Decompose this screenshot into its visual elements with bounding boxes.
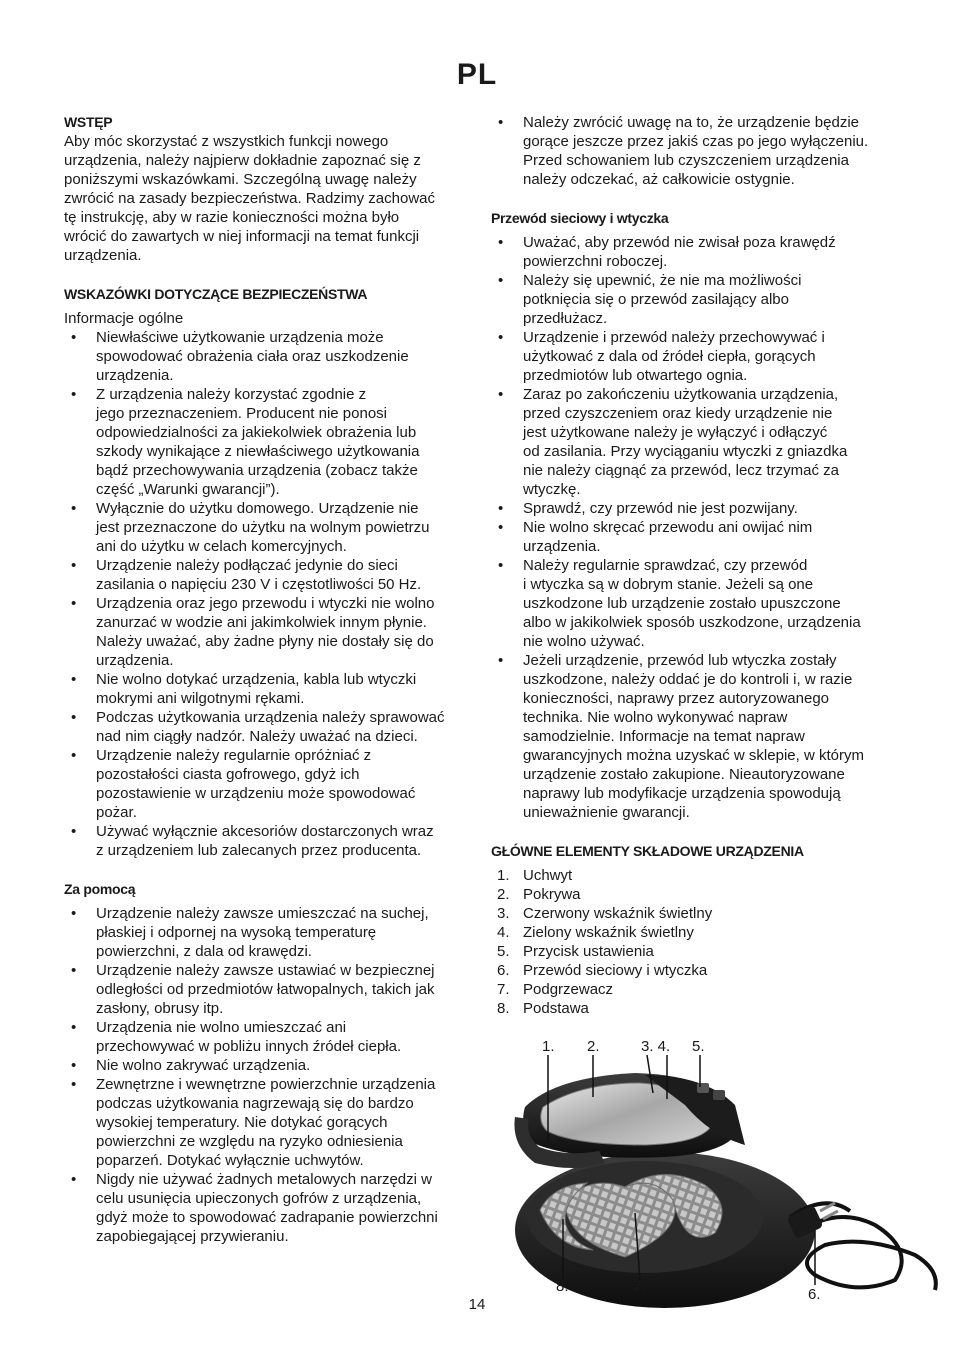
cord-heading: Przewód sieciowy i wtyczka xyxy=(491,210,669,226)
callout-2: 2. xyxy=(587,1038,600,1055)
part-label: Zielony wskaźnik świetlny xyxy=(523,924,694,941)
list-item-line: przechowywać w pobliżu innych źródeł ciepła. xyxy=(96,1038,402,1055)
list-item xyxy=(64,1018,474,1056)
list-item-line: • Wyłącznie do użytku domowego. Urządzenie nie xyxy=(96,500,419,517)
list-item-line: • Nie wolno zakrywać urządzenia. xyxy=(96,1057,311,1074)
list-item-line: • Należy się upewnić, że nie ma możliwości xyxy=(523,272,802,289)
list-item-line: samodzielnie. Informacje na temat napraw xyxy=(523,728,805,745)
part-item xyxy=(491,999,896,1018)
general-safety-list xyxy=(64,328,474,860)
list-item xyxy=(491,499,896,518)
list-item-line: część „Warunki gwarancji”). xyxy=(96,481,280,498)
list-item-line: mokrymi ani wilgotnymi rękami. xyxy=(96,690,305,707)
part-label: Przewód sieciowy i wtyczka xyxy=(523,962,708,979)
list-item-line: • Niewłaściwe użytkowanie urządzenia może xyxy=(96,329,384,346)
list-item xyxy=(491,271,896,328)
safety-heading: WSKAZÓWKI DOTYCZĄCE BEZPIECZEŃSTWA xyxy=(64,286,368,302)
list-item-line: przedłużacz. xyxy=(523,310,608,327)
list-item xyxy=(64,1170,474,1246)
parts-list xyxy=(491,866,896,1018)
list-item-line: nie wolno używać. xyxy=(523,633,645,650)
part-item xyxy=(491,980,896,999)
part-label: Pokrywa xyxy=(523,886,581,903)
list-item-line: • Urządzenie należy zawsze umieszczać na suchej, xyxy=(96,905,429,922)
callout-1: 1. xyxy=(542,1038,555,1055)
part-number: 6. xyxy=(497,962,510,979)
list-item xyxy=(64,328,474,385)
list-item xyxy=(64,1075,474,1170)
text-line: Aby móc skorzystać z wszystkich funkcji nowego xyxy=(64,133,389,150)
intro-heading: WSTĘP xyxy=(64,114,113,130)
list-item-line: odległości od przedmiotów łatwopalnych, takich jak xyxy=(96,981,435,998)
list-item-line: jego przeznaczeniem. Producent nie ponosi xyxy=(96,405,388,422)
help-heading: Za pomocą xyxy=(64,881,136,897)
list-item-line: uszkodzone lub urządzenie zostało upuszczone xyxy=(523,595,841,612)
list-item-line: powierzchni roboczej. xyxy=(523,253,668,270)
part-item xyxy=(491,866,896,885)
text-line: urządzenia, należy najpierw dokładnie zapoznać się z xyxy=(64,152,421,169)
list-item-line: od zasilania. Przy wyciąganiu wtyczki z gniazdka xyxy=(523,443,848,460)
right-column xyxy=(491,113,896,1018)
list-item-line: • Zaraz po zakończeniu użytkowania urządzenia, xyxy=(523,386,839,403)
list-item-line: gwarancyjnych można uzyskać w sklepie, w którym xyxy=(523,747,864,764)
part-number: 8. xyxy=(497,1000,510,1017)
list-item xyxy=(64,708,474,746)
language-header: PL xyxy=(456,58,498,91)
list-item xyxy=(491,113,896,189)
parts-heading: GŁÓWNE ELEMENTY SKŁADOWE URZĄDZENIA xyxy=(491,843,804,859)
list-item-line: powierzchni ze względu na ryzyko odniesienia xyxy=(96,1133,403,1150)
list-item-line: naprawy lub modyfikacje urządzenia spowodują xyxy=(523,785,841,802)
list-item xyxy=(64,961,474,1018)
list-item-line: Przed schowaniem lub czyszczeniem urządzenia xyxy=(523,152,849,169)
general-info-label: Informacje ogólne xyxy=(64,310,184,327)
intro-paragraph xyxy=(64,132,474,265)
list-item-line: urządzenia. xyxy=(523,538,601,555)
list-item-line: • Urządzenie i przewód należy przechowywać i xyxy=(523,329,825,346)
text-line: tę instrukcję, aby w razie konieczności można było xyxy=(64,209,400,226)
list-item-line: • Jeżeli urządzenie, przewód lub wtyczka zostały xyxy=(523,652,837,669)
help-list xyxy=(64,904,474,1246)
list-item-line: • Nie wolno dotykać urządzenia, kabla lub wtyczki xyxy=(96,671,417,688)
callout-8: 8. xyxy=(556,1278,569,1295)
list-item xyxy=(491,233,896,271)
part-label: Uchwyt xyxy=(523,867,573,884)
text-line: wrócić do zawartych w niej informacji na temat funkcji xyxy=(64,228,420,245)
list-item xyxy=(64,385,474,499)
part-item xyxy=(491,923,896,942)
list-item-line: wtyczkę. xyxy=(523,481,581,498)
list-item-line: technika. Nie wolno wykonywać napraw xyxy=(523,709,788,726)
list-item-line: jest przeznaczone do użytku na wolnym powietrzu xyxy=(96,519,430,536)
list-item-line: • Sprawdź, czy przewód nie jest pozwijany. xyxy=(523,500,798,517)
list-item-line: bądź przechowywania urządzenia (zobacz także xyxy=(96,462,418,479)
callout-7: 7. xyxy=(633,1278,646,1295)
list-item xyxy=(491,518,896,556)
list-item-line: przed czyszczeniem oraz kiedy urządzenie nie xyxy=(523,405,833,422)
list-item xyxy=(64,904,474,961)
callout-5: 5. xyxy=(692,1038,705,1055)
list-item-line: • Urządzenie należy regularnie opróżniać z xyxy=(96,747,372,764)
text-line: poniższymi wskazówkami. Szczególną uwagę należy xyxy=(64,171,417,188)
list-item xyxy=(64,746,474,822)
part-number: 7. xyxy=(497,981,510,998)
left-column xyxy=(64,113,474,1246)
list-item-line: albo w jakikolwiek sposób uszkodzone, urządzenia xyxy=(523,614,861,631)
list-item-line: szkody wynikające z niewłaściwego użytkowania xyxy=(96,443,420,460)
page-number: 14 xyxy=(468,1296,486,1313)
list-item-line: unieważnienie gwarancji. xyxy=(523,804,690,821)
list-item-line: i wtyczka są w dobrym stanie. Jeżeli są one xyxy=(523,576,814,593)
text-line: urządzenia. xyxy=(64,247,142,264)
list-item xyxy=(64,1056,474,1075)
part-label: Przycisk ustawienia xyxy=(523,943,654,960)
list-item-line: • Należy regularnie sprawdzać, czy przewód xyxy=(523,557,808,574)
list-item-line: celu usunięcia upieczonych gofrów z urządzenia, xyxy=(96,1190,422,1207)
list-item-line: konieczności, naprawy przez autoryzowanego xyxy=(523,690,829,707)
list-item-line: gorące jeszcze przez jakiś czas po jego wyłączeniu. xyxy=(523,133,869,150)
list-item-line: ani do użytku w celach komercyjnych. xyxy=(96,538,347,555)
list-item-line: przedmiotów lub otwartego ognia. xyxy=(523,367,748,384)
list-item-line: pozostałości ciasta gofrowego, gdyż ich xyxy=(96,766,360,783)
list-item-line: • Urządzenia nie wolno umieszczać ani xyxy=(96,1019,347,1036)
list-item-line: podczas użytkowania nagrzewają się do bardzo xyxy=(96,1095,414,1112)
list-item-line: pożar. xyxy=(96,804,137,821)
list-item xyxy=(64,499,474,556)
callout-3-4: 3. 4. xyxy=(641,1038,671,1055)
callout-6: 6. xyxy=(808,1286,821,1303)
list-item xyxy=(64,822,474,860)
list-item-line: urządzenia. xyxy=(96,652,174,669)
part-item xyxy=(491,904,896,923)
list-item-line: poparzeń. Dotykać wyłącznie uchwytów. xyxy=(96,1152,364,1169)
list-item xyxy=(491,385,896,499)
list-item-line: gdyż może to spowodować zadrapanie powierzchni xyxy=(96,1209,438,1226)
list-item-line: • Uważać, aby przewód nie zwisał poza krawędź xyxy=(523,234,836,251)
list-item-line: jest użytkowane należy je wyłączyć i odłączyć xyxy=(523,424,828,441)
cord-list xyxy=(491,233,896,822)
list-item-line: Należy uważać, aby żadne płyny nie dostały się do xyxy=(96,633,434,650)
continued-list xyxy=(491,113,896,189)
list-item-line: odpowiedzialności za jakiekolwiek obrażenia lub xyxy=(96,424,417,441)
list-item-line: • Należy zwrócić uwagę na to, że urządzenie będzie xyxy=(523,114,860,131)
list-item xyxy=(491,556,896,651)
part-number: 2. xyxy=(497,886,510,903)
list-item-line: zasłony, obrusy itp. xyxy=(96,1000,224,1017)
list-item-line: • Podczas użytkowania urządzenia należy sprawować xyxy=(96,709,445,726)
part-number: 3. xyxy=(497,905,510,922)
list-item-line: wysokiej temperatury. Nie dotykać gorących xyxy=(96,1114,388,1131)
list-item-line: • Używać wyłącznie akcesoriów dostarczonych wraz xyxy=(96,823,434,840)
list-item-line: użytkować z dala od źródeł ciepła, gorących xyxy=(523,348,816,365)
list-item-line: nad nim ciągły nadzór. Należy uważać na dzieci. xyxy=(96,728,418,745)
part-label: Podstawa xyxy=(523,1000,589,1017)
part-label: Czerwony wskaźnik świetlny xyxy=(523,905,713,922)
list-item xyxy=(491,328,896,385)
text-line: zwrócić na zasady bezpieczeństwa. Radzimy zachować xyxy=(64,190,435,207)
list-item-line: zanurzać w wodzie ani jakimkolwiek innym płynie. xyxy=(96,614,427,631)
list-item-line: z urządzeniem lub zalecanych przez producenta. xyxy=(96,842,422,859)
list-item-line: • Z urządzenia należy korzystać zgodnie z xyxy=(96,386,367,403)
list-item-line: zasilania o napięciu 230 V i częstotliwości 50 Hz. xyxy=(96,576,422,593)
list-item-line: uszkodzone, należy oddać je do kontroli i, w razie xyxy=(523,671,853,688)
list-item xyxy=(64,670,474,708)
list-item-line: płaskiej i odpornej na wysoką temperaturę xyxy=(96,924,377,941)
list-item xyxy=(64,594,474,670)
part-label: Podgrzewacz xyxy=(523,981,614,998)
list-item-line: urządzenie zostało zakupione. Nieautoryzowane xyxy=(523,766,845,783)
list-item xyxy=(491,651,896,822)
waffle-maker-figure xyxy=(495,1035,943,1310)
list-item-line: powierzchni, z dala od krawędzi. xyxy=(96,943,312,960)
waffle-maker-illustration xyxy=(495,1035,943,1310)
part-number: 4. xyxy=(497,924,510,941)
list-item-line: nie należy ciągnąć za przewód, lecz trzymać za xyxy=(523,462,839,479)
list-item-line: zapobiegającej przywieraniu. xyxy=(96,1228,289,1245)
list-item-line: potknięcia się o przewód zasilający albo xyxy=(523,291,789,308)
list-item-line: • Nie wolno skręcać przewodu ani owijać nim xyxy=(523,519,813,536)
part-item xyxy=(491,942,896,961)
part-number: 1. xyxy=(497,867,510,884)
list-item-line: należy odczekać, aż całkowicie ostygnie. xyxy=(523,171,795,188)
list-item-line: urządzenia. xyxy=(96,367,174,384)
list-item-line: pozostawienie w urządzeniu może spowodować xyxy=(96,785,416,802)
part-number: 5. xyxy=(497,943,510,960)
list-item xyxy=(64,556,474,594)
list-item-line: • Nigdy nie używać żadnych metalowych narzędzi w xyxy=(96,1171,432,1188)
list-item-line: • Urządzenia oraz jego przewodu i wtyczki nie wolno xyxy=(96,595,435,612)
list-item-line: spowodować obrażenia ciała oraz uszkodzenie xyxy=(96,348,409,365)
part-item xyxy=(491,961,896,980)
part-item xyxy=(491,885,896,904)
list-item-line: • Urządzenie należy zawsze ustawiać w bezpiecznej xyxy=(96,962,435,979)
list-item-line: • Zewnętrzne i wewnętrzne powierzchnie urządzenia xyxy=(96,1076,436,1093)
list-item-line: • Urządzenie należy podłączać jedynie do sieci xyxy=(96,557,398,574)
